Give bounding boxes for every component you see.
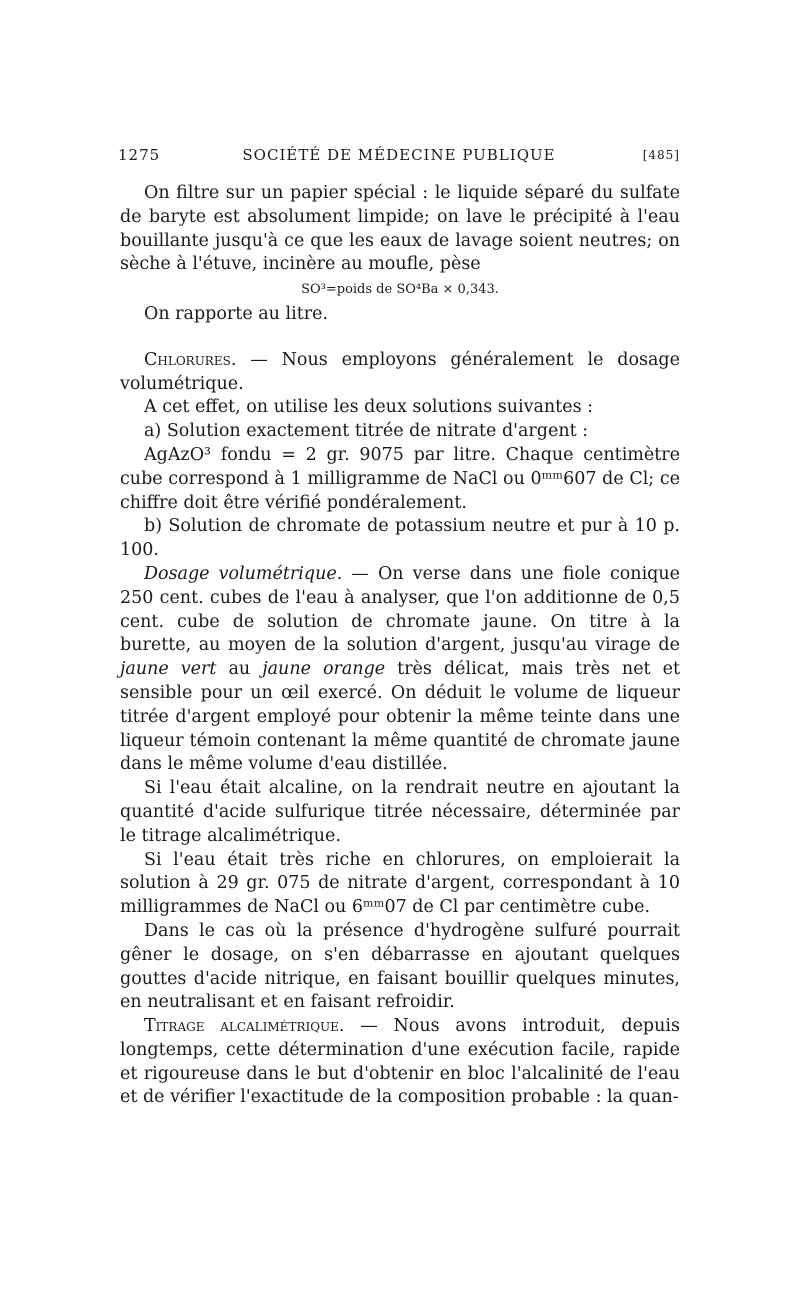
running-header: [118, 146, 680, 170]
paragraph-titrage: [120, 1015, 680, 1110]
paragraph-text: au: [216, 659, 263, 680]
paragraph-text: — On verse dans une fiole conique 250 cent. cubes de l'eau à analyser, que l'on additionne de 0,5 cent. cube de solution de chromate jaune. On titre à la burette, au moyen de la solution d'argent, jusqu'au virage de: [120, 563, 680, 656]
paragraph: b) Solution de chromate de potassium neutre et pur à 10 p. 100.: [120, 516, 680, 561]
paragraph: Dans le cas où la présence d'hydrogène sulfuré pourrait gêner le dosage, on s'en débarrasse en ajoutant quelques gouttes d'acide nitrique, en faisant bouillir quelques minutes, en neutralisant et en faisant refroidir.: [120, 920, 680, 1013]
paragraph-text: — Nous avons introduit, depuis longtemps, cette détermination d'une exécution facile, rapide et rigoureuse dans le but d'obtenir en bloc l'alcalinité de l'eau et de vérifier l'exactitude de la composition probable : la quan-: [120, 1016, 680, 1108]
paragraph: On filtre sur un papier spécial : le liquide séparé du sulfate de baryte est absolument limpide; on lave le précipité à l'eau bouillante jusqu'à ce que les eaux de lavage soient neutres; on sèche à l'étuve, incinère au moufle, pèse: [120, 183, 680, 275]
paragraph: Si l'eau était alcaline, on la rendrait neutre en ajoutant la quantité d'acide sulfurique titrée nécessaire, déterminée par le titrage alcalimétrique.: [120, 778, 680, 846]
paragraph-text: très délicat, mais très net et sensible pour un œil exercé. On déduit le volume de liqueur titrée d'argent employé pour obtenir la même teinte dans une liqueur témoin contenant la même quantité de chromate jaune dans le même volume d'eau distillée.: [120, 659, 680, 775]
emphasis-jaune-vert: jaune vert: [120, 659, 217, 680]
section-gap: [120, 327, 680, 349]
paragraph: A cet effet, on utilise les deux solutions suivantes :: [144, 397, 594, 418]
paragraph: Si l'eau était très riche en chlorures, on emploierait la solution à 29 gr. 075 de nitrate d'argent, correspondant à 10 milligrammes de NaCl ou 6ᵐᵐ07 de Cl par centimètre cube.: [120, 849, 680, 918]
page-number: 1275: [118, 146, 161, 164]
section-heading-chlorures: Chlorures.: [144, 349, 237, 370]
paragraph: a) Solution exactement titrée de nitrate d'argent :: [144, 421, 589, 442]
paragraph-text: — Nous employons généralement le dosage volumétrique.: [120, 349, 680, 394]
section-heading-dosage: Dosage volumétrique.: [144, 563, 343, 584]
body-text: [120, 182, 680, 1110]
paragraph-chlorures: [120, 349, 680, 397]
paragraph: On rapporte au litre.: [144, 303, 329, 324]
running-title: SOCIÉTÉ DE MÉDECINE PUBLIQUE: [242, 146, 556, 164]
page-reference: [485]: [642, 148, 680, 162]
paragraph: AgAzO³ fondu = 2 gr. 9075 par litre. Chaque centimètre cube correspond à 1 milligramme de NaCl ou 0ᵐᵐ607 de Cl; ce chiffre doit être vérifié pondéralement.: [120, 444, 680, 513]
section-heading-titrage: Titrage alcalimétrique.: [144, 1016, 345, 1037]
formula: SO³=poids de SO⁴Ba × 0,343.: [301, 282, 499, 298]
paragraph-dosage: [120, 563, 680, 777]
emphasis-jaune-orange: jaune orange: [262, 659, 386, 680]
